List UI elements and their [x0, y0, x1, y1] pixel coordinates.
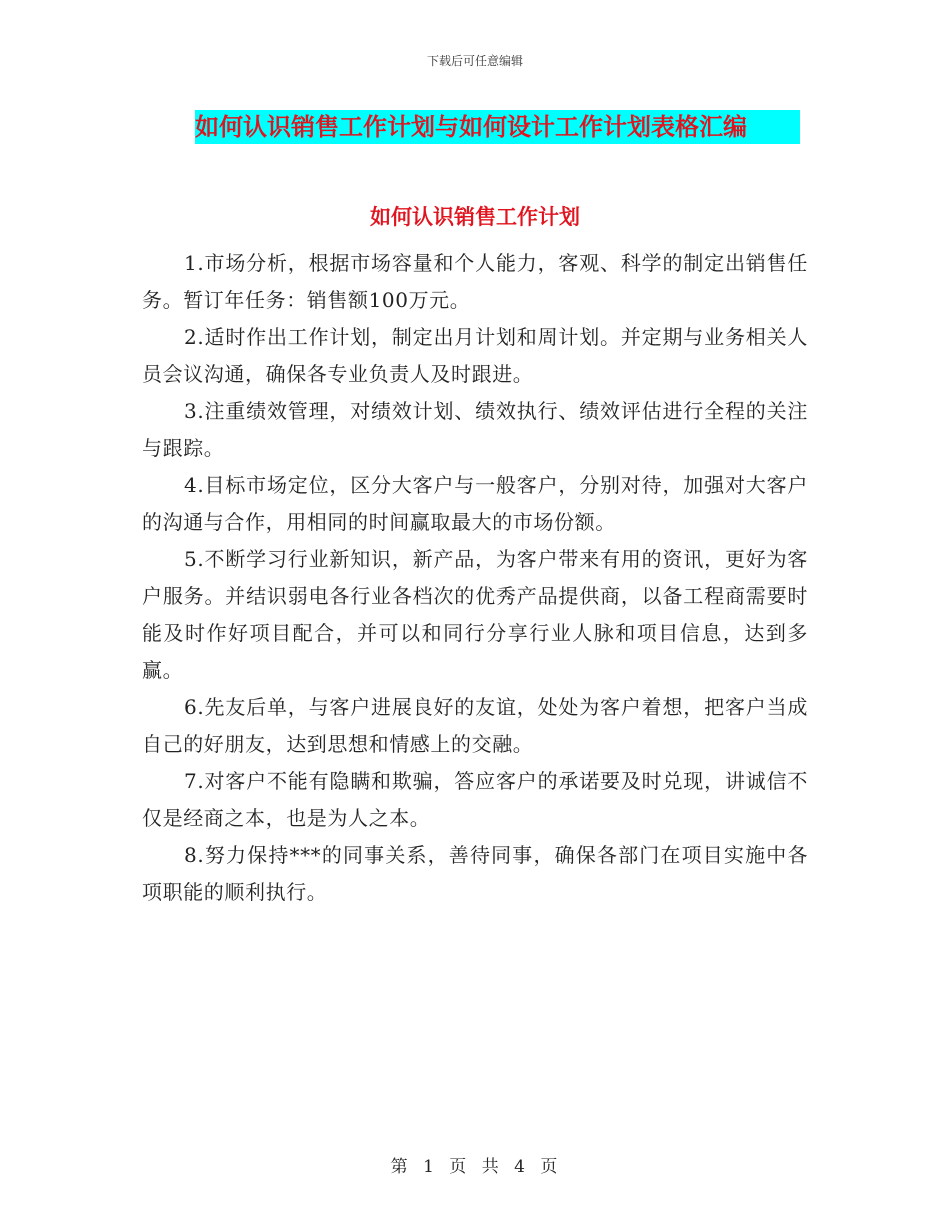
paragraph-5: 5.不断学习行业新知识，新产品，为客户带来有用的资讯，更好为客户服务。并结识弱电各行业各档次的优秀产品提供商，以备工程商需要时能及时作好项目配合，并可以和同行分享行业人脉和项目信息，达到多赢。	[142, 547, 808, 682]
page-header-note: 下载后可任意编辑	[426, 54, 523, 68]
document-title-highlight	[195, 110, 800, 144]
paragraph-1: 1.市场分析，根据市场容量和个人能力，客观、科学的制定出销售任务。暂订年任务：销售额100万元。	[142, 251, 808, 312]
paragraph-4: 4.目标市场定位，区分大客户与一般客户，分别对待，加强对大客户的沟通与合作，用相同的时间赢取最大的市场份额。	[142, 473, 808, 534]
section-title: 如何认识销售工作计划	[370, 205, 580, 229]
paragraph-2: 2.适时作出工作计划，制定出月计划和周计划。并定期与业务相关人员会议沟通，确保各专业负责人及时跟进。	[142, 325, 808, 386]
paragraph-3: 3.注重绩效管理，对绩效计划、绩效执行、绩效评估进行全程的关注与跟踪。	[142, 399, 808, 460]
paragraph-6: 6.先友后单，与客户进展良好的友谊，处处为客户着想，把客户当成自己的好朋友，达到思想和情感上的交融。	[142, 695, 808, 756]
page-number-footer: 第 1 页 共 4 页	[390, 1157, 560, 1177]
document-body	[142, 245, 808, 911]
paragraph-8: 8.努力保持***的同事关系，善待同事，确保各部门在项目实施中各项职能的顺利执行。	[142, 843, 808, 904]
document-title: 如何认识销售工作计划与如何设计工作计划表格汇编	[195, 113, 747, 141]
paragraph-7: 7.对客户不能有隐瞒和欺骗，答应客户的承诺要及时兑现，讲诚信不仅是经商之本，也是为人之本。	[142, 769, 808, 830]
